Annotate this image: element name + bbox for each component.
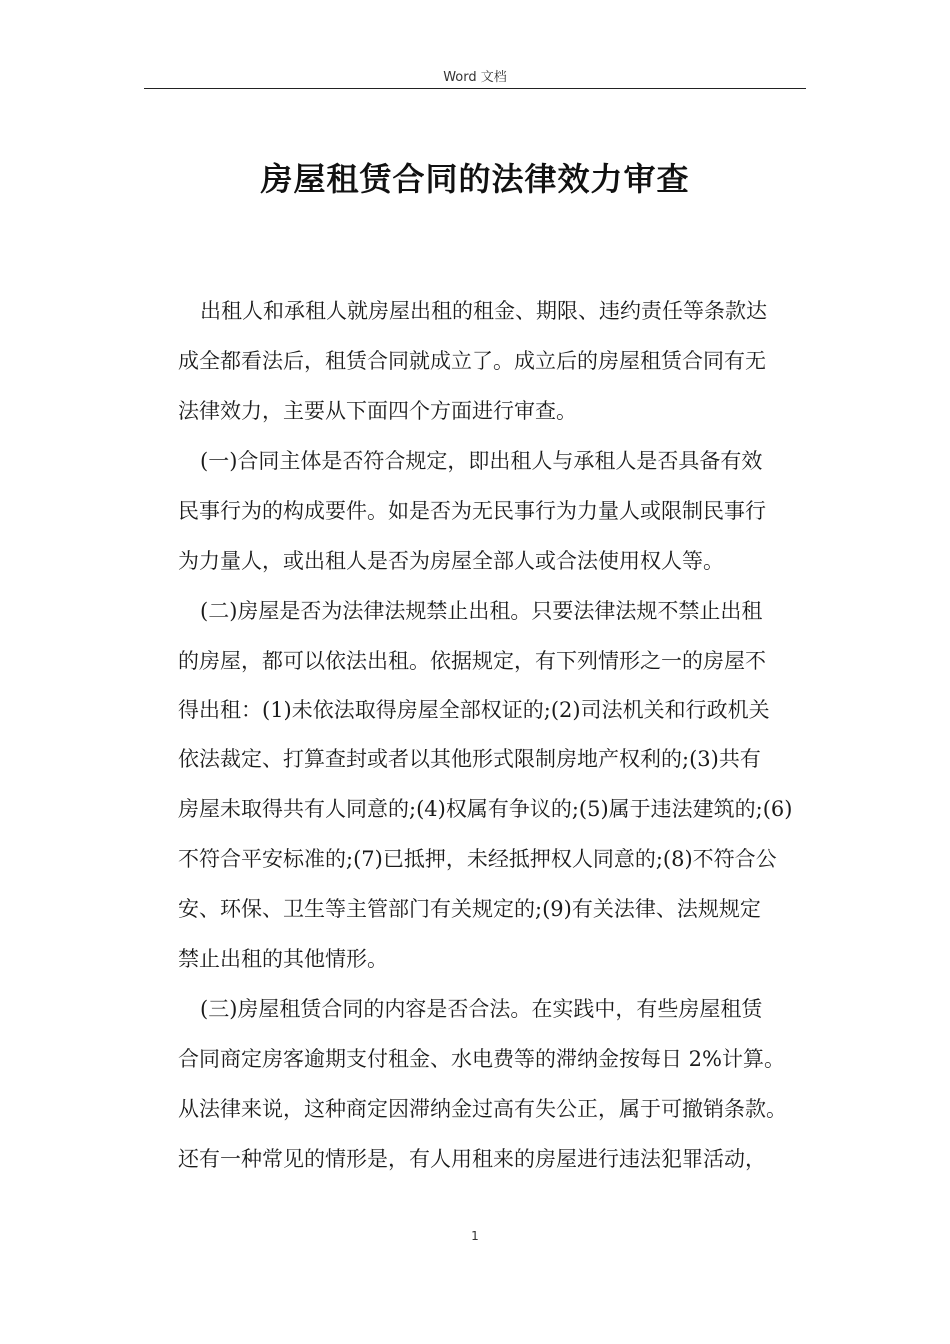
- body-line: 出租人和承租人就房屋出租的租金、期限、违约责任等条款达: [200, 299, 767, 323]
- body-line: 禁止出租的其他情形。: [178, 947, 388, 971]
- document-title: 房屋租赁合同的法律效力审查: [260, 160, 690, 198]
- body-line: 民事行为的构成要件。如是否为无民事行为力量人或限制民事行: [178, 499, 766, 523]
- body-line: 法律效力，主要从下面四个方面进行审查。: [178, 399, 577, 423]
- body-line: 还有一种常见的情形是，有人用租来的房屋进行违法犯罪活动，: [178, 1147, 766, 1171]
- page-header: Word 文档: [443, 70, 507, 85]
- body-line: (一)合同主体是否符合规定，即出租人与承租人是否具备有效: [200, 449, 763, 473]
- body-line: 不符合平安标准的;(7)已抵押，未经抵押权人同意的;(8)不符合公: [178, 847, 777, 871]
- body-line: 的房屋，都可以依法出租。依据规定，有下列情形之一的房屋不: [178, 649, 766, 673]
- body-line: 依法裁定、打算查封或者以其他形式限制房地产权利的;(3)共有: [178, 747, 761, 771]
- body-line: 安、环保、卫生等主管部门有关规定的;(9)有关法律、法规规定: [178, 897, 761, 921]
- body-line: 房屋未取得共有人同意的;(4)权属有争议的;(5)属于违法建筑的;(6): [178, 797, 793, 821]
- body-line: 得出租：(1)未依法取得房屋全部权证的;(2)司法机关和行政机关: [178, 698, 770, 722]
- body-line: (三)房屋租赁合同的内容是否合法。在实践中，有些房屋租赁: [200, 997, 763, 1021]
- body-line: 为力量人，或出租人是否为房屋全部人或合法使用权人等。: [178, 549, 724, 573]
- page-number: 1: [471, 1229, 479, 1243]
- body-line: (二)房屋是否为法律法规禁止出租。只要法律法规不禁止出租: [200, 599, 763, 623]
- body-line: 从法律来说，这种商定因滞纳金过高有失公正，属于可撤销条款。: [178, 1097, 787, 1121]
- body-line: 成全都看法后，租赁合同就成立了。成立后的房屋租赁合同有无: [178, 349, 766, 373]
- body-line: 合同商定房客逾期支付租金、水电费等的滞纳金按每日 2%计算。: [178, 1047, 785, 1071]
- header-divider: [144, 88, 806, 89]
